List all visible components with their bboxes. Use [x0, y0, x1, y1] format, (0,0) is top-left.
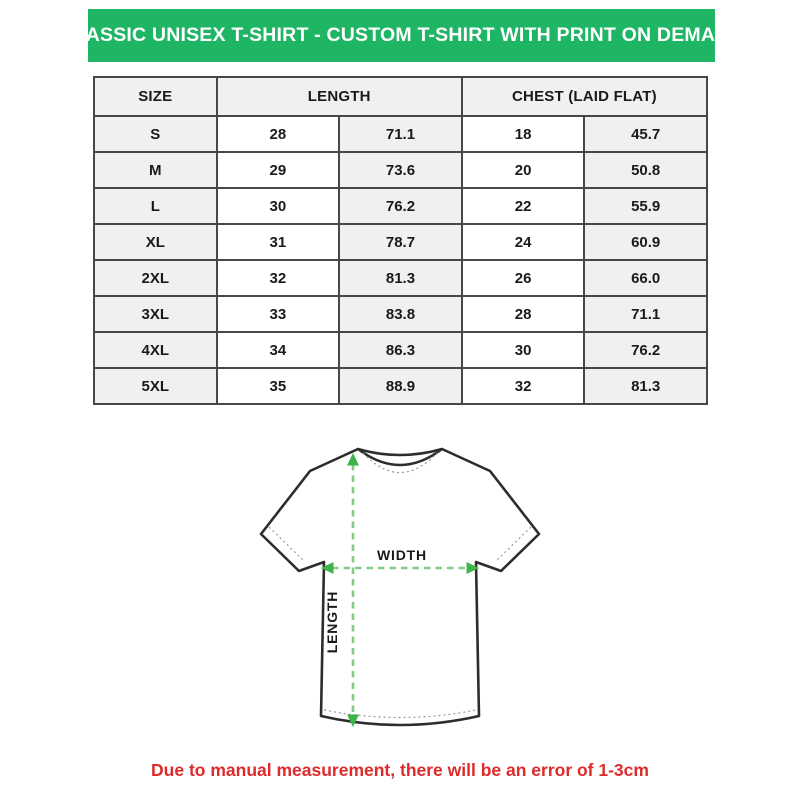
length-cm-cell: 83.8: [339, 296, 462, 332]
length-in-cell: 33: [217, 296, 340, 332]
size-cell: 2XL: [94, 260, 217, 296]
chest-in-cell: 20: [462, 152, 585, 188]
table-header-row: [94, 77, 707, 116]
chest-in-cell: 26: [462, 260, 585, 296]
chest-cm-cell: 81.3: [584, 368, 707, 404]
measurement-error-note: Due to manual measurement, there will be an error of 1-3cm: [151, 760, 649, 780]
size-cell: 5XL: [94, 368, 217, 404]
chest-cm-cell: 76.2: [584, 332, 707, 368]
size-cell: S: [94, 116, 217, 152]
chest-cm-cell: 71.1: [584, 296, 707, 332]
chest-in-cell: 32: [462, 368, 585, 404]
chest-cm-cell: 60.9: [584, 224, 707, 260]
size-cell: 3XL: [94, 296, 217, 332]
table-row: [94, 332, 707, 368]
size-cell: M: [94, 152, 217, 188]
table-row: [94, 260, 707, 296]
chest-in-cell: 28: [462, 296, 585, 332]
chest-cm-cell: 50.8: [584, 152, 707, 188]
chest-cm-cell: 45.7: [584, 116, 707, 152]
tshirt-measurement-diagram: [240, 420, 560, 770]
table-row: [94, 116, 707, 152]
length-cm-cell: 88.9: [339, 368, 462, 404]
table-row: [94, 368, 707, 404]
length-cm-cell: 76.2: [339, 188, 462, 224]
length-in-cell: 35: [217, 368, 340, 404]
chest-in-cell: 18: [462, 116, 585, 152]
length-in-cell: 31: [217, 224, 340, 260]
length-cm-cell: 86.3: [339, 332, 462, 368]
header-size: SIZE: [94, 77, 217, 116]
tshirt-icon: [261, 449, 539, 725]
size-cell: XL: [94, 224, 217, 260]
page-title: CLASSIC UNISEX T-SHIRT - CUSTOM T-SHIRT WITH PRINT ON DEMAND: [59, 24, 744, 46]
chest-in-cell: 22: [462, 188, 585, 224]
size-cell: L: [94, 188, 217, 224]
length-cm-cell: 71.1: [339, 116, 462, 152]
table-row: [94, 224, 707, 260]
size-cell: 4XL: [94, 332, 217, 368]
table-row: [94, 296, 707, 332]
width-label: WIDTH: [377, 547, 427, 563]
length-cm-cell: 78.7: [339, 224, 462, 260]
chest-in-cell: 30: [462, 332, 585, 368]
chest-cm-cell: 66.0: [584, 260, 707, 296]
length-label: LENGTH: [324, 590, 340, 654]
header-chest: CHEST (LAID FLAT): [462, 77, 707, 116]
header-length: LENGTH: [217, 77, 462, 116]
length-cm-cell: 73.6: [339, 152, 462, 188]
length-in-cell: 29: [217, 152, 340, 188]
chest-in-cell: 24: [462, 224, 585, 260]
table-row: [94, 188, 707, 224]
chest-cm-cell: 55.9: [584, 188, 707, 224]
length-in-cell: 32: [217, 260, 340, 296]
table-row: [94, 152, 707, 188]
length-in-cell: 28: [217, 116, 340, 152]
length-in-cell: 30: [217, 188, 340, 224]
size-chart-table: [93, 76, 708, 405]
title-banner: [59, 9, 744, 62]
length-cm-cell: 81.3: [339, 260, 462, 296]
length-in-cell: 34: [217, 332, 340, 368]
